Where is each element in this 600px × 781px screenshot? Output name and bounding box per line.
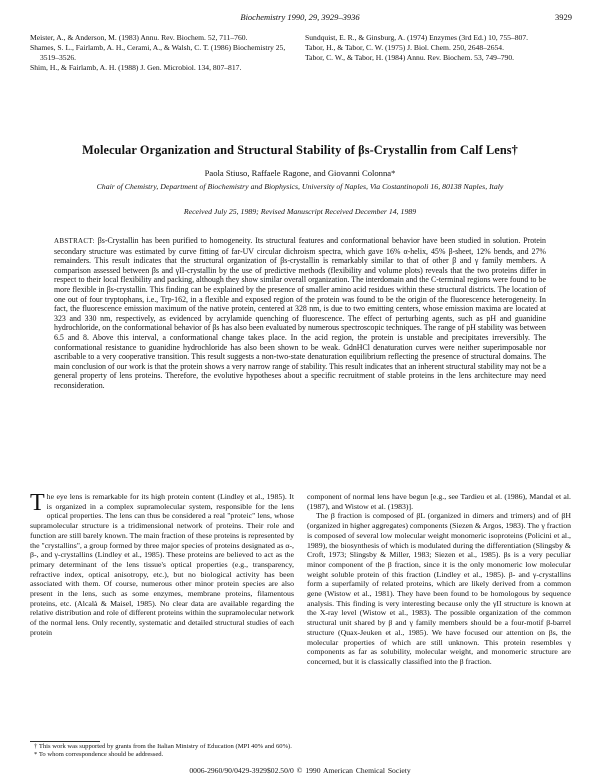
drop-cap: T bbox=[30, 490, 45, 516]
reference-entry: Shim, H., & Fairlamb, A. H. (1988) J. Gen. Microbiol. 134, 807–817. bbox=[30, 62, 242, 72]
abstract-label: ABSTRACT: bbox=[54, 237, 95, 245]
reference-entry: Tabor, H., & Tabor, C. W. (1975) J. Biol. Chem. 250, 2648–2654. bbox=[305, 43, 504, 53]
running-header: Biochemistry 1990, 29, 3929–3936 bbox=[240, 12, 360, 22]
footnote-rule bbox=[30, 741, 100, 742]
reference-entry: Shames, S. L., Fairlamb, A. H., Cerami, A., & Walsh, C. T. (1986) Biochemistry 25, 3519–3526. bbox=[30, 43, 286, 62]
reference-list-left bbox=[30, 33, 298, 73]
body-text: he eye lens is remarkable for its high protein content (Lindley et al., 1985). It is organized in a complex supramolecular system, responsible for the lens optical properties. The lens can thus be considered a real "proteic" lens, whose supramolecular structure is a tridimensional network of proteins. Their role and function are still barely known. The main fraction of these proteins is represented by the "crystallins", a group formed by three major species of proteins designated as α-, β-, and γ-crystallins (Lindley et al., 1985). These proteins are believed to act as the primary determinant of the lens tissue's optical properties (e.g., transparency, refractive index, optical anisotropy, etc.), but no biological activity has been associated with them. Of course, numerous other minor protein species are also present in the lens, such as some enzymes, membrane proteins, filamentous proteins, etc. (Alcalà & Maisel, 1985). No clear data are available regarding the relative distribution and role of different proteins within the supramolecular network of the normal lens. Only recently, systematic and detailed structural studies of each protein bbox=[30, 492, 294, 637]
body-paragraph bbox=[30, 492, 294, 638]
article-title: Molecular Organization and Structural Stability of βs-Crystallin from Calf Lens† bbox=[82, 143, 518, 157]
abstract bbox=[54, 236, 546, 391]
reference-entry: Meister, A., & Anderson, M. (1983) Annu. Rev. Biochem. 52, 711–760. bbox=[30, 33, 248, 42]
copyright-line: 0006-2960/90/0429-3929$02.50/0 © 1990 American Chemical Society bbox=[189, 766, 411, 775]
body-column-left bbox=[30, 492, 294, 638]
affiliation: Chair of Chemistry, Department of Biochemistry and Biophysics, University of Naples, Via Costantinopoli 16, 80138 Naples, Italy bbox=[96, 182, 504, 191]
page-number: 3929 bbox=[555, 12, 572, 22]
body-paragraph: The β fraction is composed of βL (organized in dimers and trimers) and of βH (organized in higher aggregates) components (Siezen & Argos, 1983). The γ fraction is composed of several low molecular weight monomeric isoproteins (Policini et al., 1989), the biosynthesis of which is modulated during the differentiation (Slingsby & Croft, 1973; Slingsby & Miller, 1983; Siezen et al., 1985). βs is a very peculiar minor component of the β fraction, since it is the only monomeric low molecular weight soluble protein of this fraction (Lindley et al., 1985). β- and γ-crystallins form a superfamily of related proteins, which are likely derived from a common gene (Wistow et al., 1981). They have been found to be homologous by sequence analysis. This finding is very interesting because only the γII structure is known at the X-ray level (Wistow et al., 1983). The possible organization of the common structural unit shared by β and γ family members should be a four-motif β-barrel structure (Quax-Jeuken et al., 1985). We have focused our attention on βs, the molecular properties of which are still unknown. This protein resembles γ components as far as solubility, molecular weight, and monomeric structure are concerned, but it is classically classified into the β fraction. bbox=[307, 511, 571, 666]
footnotes bbox=[30, 743, 298, 759]
body-column-right bbox=[307, 492, 571, 667]
body-paragraph: component of normal lens have begun [e.g., see Tardieu et al. (1986), Mandal et al. (1987), and Wistow et al. (1983)]. bbox=[307, 492, 571, 511]
received-dates: Received July 25, 1989; Revised Manuscript Received December 14, 1989 bbox=[183, 207, 417, 216]
abstract-text: βs-Crystallin has been purified to homogeneity. Its structural features and conformational behavior have been studied in solution. Protein secondary structure was estimated by curve fitting of far-UV circular dichroism spectra, which gave 16% α-helix, 45% β-sheet, 12% bends, and 27% remainders. This result indicates that the structural organization of βs-crystallin is remarkably similar to that of other β and γ family members. A comparison assessed between βs and γII-crystallin by the use of predictive methods (flexibility and volume plots) reveals that the two proteins differ in respect to their local flexibility and packing, although they show similar overall organization. The interdomain and the C-terminal regions were found to be more flexible in βs-crystallin. This finding can be explained by the presence of smaller amino acid residues within these structural districts. The location of one out of four tryptophans, i.e., Trp-162, in a flexible and exposed region of the protein was found to be the origin of the fluorescence heterogeneity. In fact, the fluorescence emission maximum of the native protein, centered at 328 nm, is due to two emitting centers, whose emission maxima are located at 323 and 330 nm, respectively, as evidenced by acrylamide quenching of fluorescence. The effect of perturbing agents, such as pH and guanidine hydrochloride, on the conformational behavior of βs has also been evaluated by numerous spectroscopic techniques. The range of pH stability was between 6.5 and 8. Above this interval, a conformational change takes place. In the acid region, the protein is unstable and precipitates irreversibly. The conformational resistance to guanidine hydrochloride has also been shown to be weak. GdnHCl denaturation curves were neither superimposable nor ascribable to a very cooperative transition. This result suggests a non-two-state denaturation equilibrium reflecting the presence of structural domains. The main conclusion of our work is that the protein shows a very narrow range of stability. This result indicates that an inherent structural stability may not be a general property of lens proteins. Therefore, the evolutive hypotheses about a specific recruitment of stable proteins in the lens architecture may need reconsideration. bbox=[54, 236, 546, 390]
reference-list-right bbox=[305, 33, 575, 63]
reference-entry: Sundquist, E. R., & Ginsburg, A. (1974) Enzymes (3rd Ed.) 10, 755–807. bbox=[305, 33, 529, 42]
reference-entry: Tabor, C. W., & Tabor, H. (1984) Annu. Rev. Biochem. 53, 749–790. bbox=[305, 53, 515, 63]
author-list: Paola Stiuso, Raffaele Ragone, and Giovanni Colonna* bbox=[204, 168, 396, 178]
footnote: * To whom correspondence should be addressed. bbox=[34, 751, 164, 758]
footnote: † This work was supported by grants from the Italian Ministry of Education (MPI 40% and 60%). bbox=[34, 743, 292, 750]
